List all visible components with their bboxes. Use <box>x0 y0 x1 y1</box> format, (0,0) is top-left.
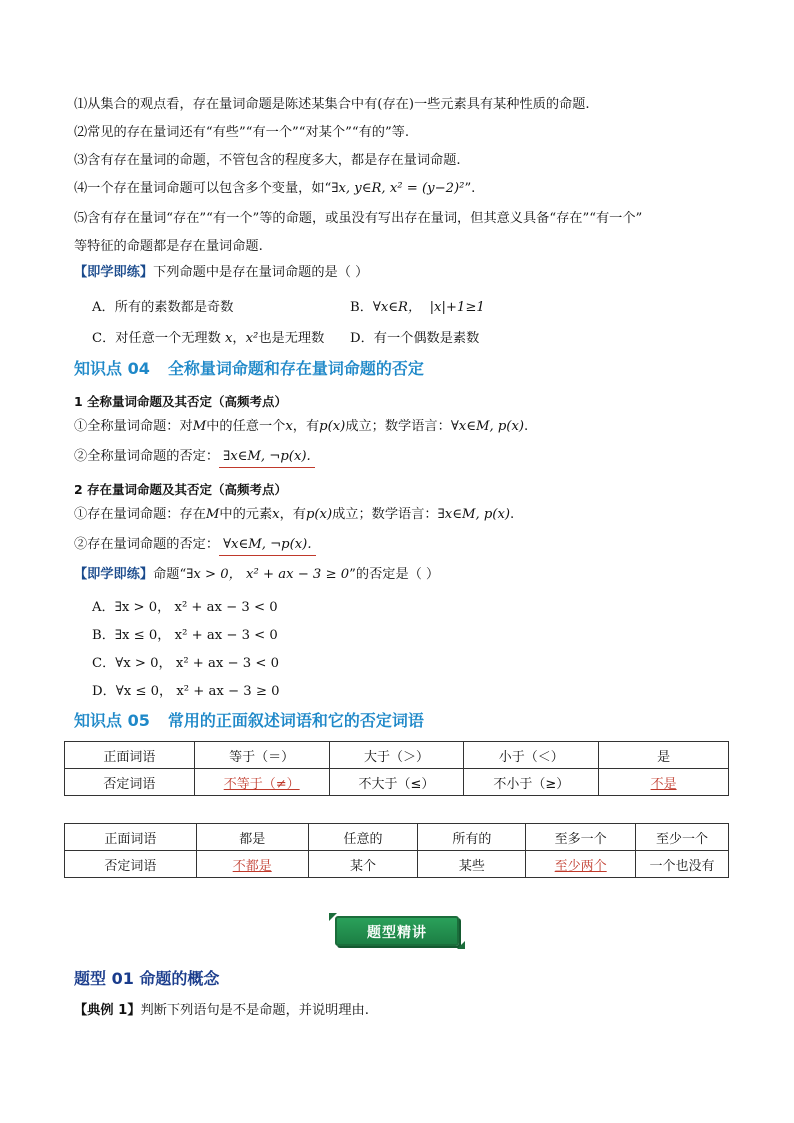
note-3: ⑶含有存在量词的命题，不管包含的程度多大，都是存在量词命题. <box>74 153 461 168</box>
existential-definition: ①存在量词命题：存在M中的元素x，有p(x)成立；数学语言：∃x∈M, p(x). <box>74 507 515 522</box>
banner-label: 题型精讲 <box>367 925 427 941</box>
word-table-2 <box>64 823 729 878</box>
practice-2-option-a: A．∃x > 0， x² + ax − 3 < 0 <box>92 600 278 615</box>
practice-2-stem: 【即学即练】命题“∃x > 0， x² + ax − 3 ≥ 0”的否定是（ ） <box>74 567 440 582</box>
table-cell: 某些 <box>418 851 526 878</box>
practice-2-option-b: B．∃x ≤ 0， x² + ax − 3 < 0 <box>92 628 278 643</box>
table-cell <box>194 769 329 796</box>
practice-1-option-c: C．对任意一个无理数 x，x²也是无理数 <box>92 331 325 346</box>
table-cell: 至少一个 <box>636 824 729 851</box>
table-cell: 不大于（≤） <box>329 769 464 796</box>
answer-at-least-two: 至少两个 <box>554 858 607 874</box>
table-cell: 任意的 <box>308 824 418 851</box>
note-2: ⑵常见的存在量词还有“有些”“有一个”“对某个”“有的”等. <box>74 125 410 140</box>
table-cell: 等于（＝） <box>194 742 329 769</box>
note-5: ⑸含有存在量词“存在”“有一个”等的命题，或虽没有写出存在量词，但其意义具备“存在”“有一个” <box>74 211 643 226</box>
practice-1-stem: 【即学即练】下列命题中是存在量词命题的是（ ） <box>74 265 369 280</box>
table-cell <box>526 851 636 878</box>
practice-2-option-d: D．∀x ≤ 0， x² + ax − 3 ≥ 0 <box>92 684 280 699</box>
universal-negation-answer: ∃x∈M, ¬p(x). <box>219 448 315 468</box>
table-cell: 都是 <box>196 824 308 851</box>
section-04-heading: 知识点 04 全称量词命题和存在量词命题的否定 <box>74 359 424 378</box>
universal-negation: ②全称量词命题的否定： ∃x∈M, ¬p(x). <box>74 448 315 468</box>
practice-1-option-b: B．∀x∈R， |x|+1≥1 <box>350 300 485 315</box>
section-04-sub-1: 1 全称量词命题及其否定（高频考点） <box>74 394 288 409</box>
practice-2-option-c: C．∀x > 0， x² + ax − 3 < 0 <box>92 656 279 671</box>
table-cell <box>599 769 729 796</box>
section-04-sub-2: 2 存在量词命题及其否定（高频考点） <box>74 482 288 497</box>
practice-1-option-d: D．有一个偶数是素数 <box>350 331 480 346</box>
note-4: ⑷一个存在量词命题可以包含多个变量，如“∃x, y∈R, x² = (y−2)²”. <box>74 181 476 196</box>
universal-definition: ①全称量词命题：对M中的任意一个x，有p(x)成立；数学语言：∀x∈M, p(x). <box>74 419 529 434</box>
table-row <box>65 824 729 851</box>
table-cell: 所有的 <box>418 824 526 851</box>
table-row <box>65 769 729 796</box>
table-cell: 某个 <box>308 851 418 878</box>
note-4-formula: ∃x, y∈R, x² = (y−2)² <box>331 181 465 196</box>
table-cell <box>196 851 308 878</box>
table-cell: 不小于（≥） <box>464 769 599 796</box>
table-cell: 大于（＞） <box>329 742 464 769</box>
answer-not-all: 不都是 <box>232 858 272 874</box>
section-05-heading: 知识点 05 常用的正面叙述词语和它的否定词语 <box>74 711 424 730</box>
table-cell: 小于（＜） <box>464 742 599 769</box>
question-types-banner <box>329 913 465 949</box>
question-type-title: 题型 01 命题的概念 <box>74 969 220 988</box>
word-table-1 <box>64 741 729 796</box>
table-cell: 正面词语 <box>65 824 197 851</box>
table-cell: 是 <box>599 742 729 769</box>
table-cell: 至多一个 <box>526 824 636 851</box>
table-cell: 正面词语 <box>65 742 195 769</box>
table-cell: 否定词语 <box>65 769 195 796</box>
example-1: 【典例 1】判断下列语句是不是命题，并说明理由. <box>74 1003 369 1018</box>
answer-not-is: 不是 <box>650 776 677 792</box>
table-row <box>65 851 729 878</box>
table-row <box>65 742 729 769</box>
practice-1-option-a: A．所有的素数都是奇数 <box>92 300 234 315</box>
table-cell: 否定词语 <box>65 851 197 878</box>
answer-not-equal: 不等于（≠） <box>223 776 300 792</box>
table-cell: 一个也没有 <box>636 851 729 878</box>
existential-negation: ②存在量词命题的否定： ∀x∈M, ¬p(x). <box>74 536 316 556</box>
note-5-cont: 等特征的命题都是存在量词命题. <box>74 239 263 254</box>
existential-negation-answer: ∀x∈M, ¬p(x). <box>219 536 315 556</box>
note-1: ⑴从集合的观点看，存在量词命题是陈述某集合中有(存在)一些元素具有某种性质的命题. <box>74 97 590 112</box>
